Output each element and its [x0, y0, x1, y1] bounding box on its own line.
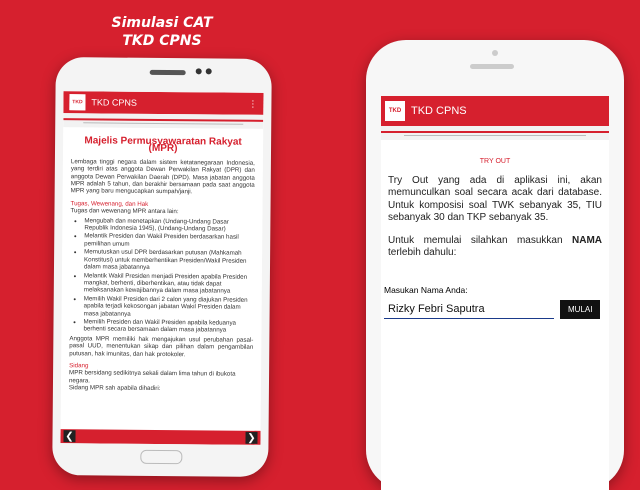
tryout-paragraph-2 — [388, 235, 602, 260]
phone-speaker — [470, 64, 514, 69]
start-button[interactable]: MULAI — [560, 300, 600, 319]
phone-camera — [196, 68, 202, 74]
section-title-session: Sidang — [69, 362, 89, 370]
android-phone-mockup — [52, 57, 272, 477]
home-button[interactable] — [140, 450, 182, 464]
phone-speaker — [150, 70, 186, 75]
article-content — [61, 127, 263, 397]
list-item: • Memutuskan usul DPR berdasarkan putusan (Mahkamah Konstitusi) untuk memberhentikan Presiden/Wakil Presiden dalam masa jabatannya — [84, 249, 254, 273]
header-decoration — [63, 113, 263, 129]
paragraph-2-bold: NAMA — [572, 234, 602, 246]
iphone-mockup — [366, 40, 624, 490]
bottom-navigation — [60, 429, 260, 445]
headline-line-1: Simulasi CAT — [111, 15, 213, 31]
tryout-description — [381, 175, 609, 259]
previous-page-icon[interactable]: ❮ — [65, 430, 74, 442]
app-title: TKD CPNS — [91, 97, 137, 108]
phone-left-screen — [60, 91, 263, 445]
phone-sensor — [206, 68, 212, 74]
article-intro: Lembaga tinggi negara dalam sistem ketatanegaraan Indonesia, yang terdiri atas anggota Dewan Perwakilan Rakyat (DPR) dan anggota Dewan Perwakilan Daerah (DPD). Masa jabatan anggota MPR adalah 5 tahun, dan berakhir bersamaan pada saat anggota MPR yang baru mengucapkan sumpah/janji. — [70, 158, 255, 196]
app-logo: TKD — [385, 101, 405, 121]
list-item: • Melantik Presiden dan Wakil Presiden berdasarkan hasil pemilihan umum — [84, 233, 254, 249]
app-bar — [381, 96, 609, 126]
section-title-duties: Tugas, Wewenang, dan Hak — [70, 200, 149, 208]
app-bar — [63, 91, 263, 115]
section-lead-duties: Tugas dan wewenang MPR antara lain: — [70, 207, 179, 216]
headline-line-2: TKD CPNS — [122, 33, 202, 49]
overflow-menu-icon[interactable]: ⋮ — [248, 98, 258, 109]
list-item: • Mengubah dan menetapkan (Undang-Undang Dasar Republik Indonesia 1945), (Undang-Undang Dasar) — [84, 217, 254, 233]
session-text: MPR bersidang sedikitnya sekali dalam lima tahun di ibukota negara. — [68, 369, 236, 385]
rights-text: Anggota MPR memiliki hak mengajukan usul perubahan pasal-pasal UUD, menentukan sikap dan pilihan dalam pengambilan putusan, hak imunitas, dan hak protokoler. — [69, 334, 254, 358]
promo-headline — [82, 14, 242, 50]
tryout-paragraph-1: Try Out yang ada di aplikasi ini, akan memunculkan soal secara acak dari database. Untuk komposisi soal TWK sebanyak 35, TIU sebanyak 30 dan TKP sebanyak 35. — [388, 175, 602, 224]
app-logo: TKD — [69, 94, 85, 110]
name-entry-row — [381, 300, 609, 319]
next-page-icon[interactable]: ❯ — [247, 432, 256, 444]
phone-right-screen — [381, 96, 609, 490]
session-text-2: Sidang MPR sah apabila dihadiri: — [68, 384, 161, 393]
article-heading: Majelis Permusyawaratan Rakyat (MPR) — [84, 135, 242, 155]
list-item: • Memilih Presiden dan Wakil Presiden apabila keduanya berhenti secara bersamaan dalam masa jabatannya — [83, 318, 253, 334]
phone-camera — [492, 50, 498, 56]
name-input[interactable]: Rizky Febri Saputra — [384, 300, 554, 319]
list-item: • Memilih Wakil Presiden dari 2 calon yang diajukan Presiden apabila terjadi kekosongan jabatan Wakil Presiden dalam masa jabatannya — [84, 295, 254, 319]
paragraph-2-start: Untuk memulai silahkan masukkan — [388, 234, 572, 246]
paragraph-2-end: terlebih dahulu: — [388, 247, 457, 259]
list-item: • Melantik Wakil Presiden menjadi Presiden apabila Presiden mangkat, berhenti, diberhentikan, atau tidak dapat melaksanakan kewajibannya dalam masa jabatannya — [84, 272, 254, 296]
name-field-label: Masukan Nama Anda: — [384, 285, 468, 296]
page-title: TRY OUT — [479, 158, 511, 165]
duties-list — [69, 217, 254, 335]
header-decoration — [381, 126, 609, 140]
app-title: TKD CPNS — [411, 105, 467, 117]
